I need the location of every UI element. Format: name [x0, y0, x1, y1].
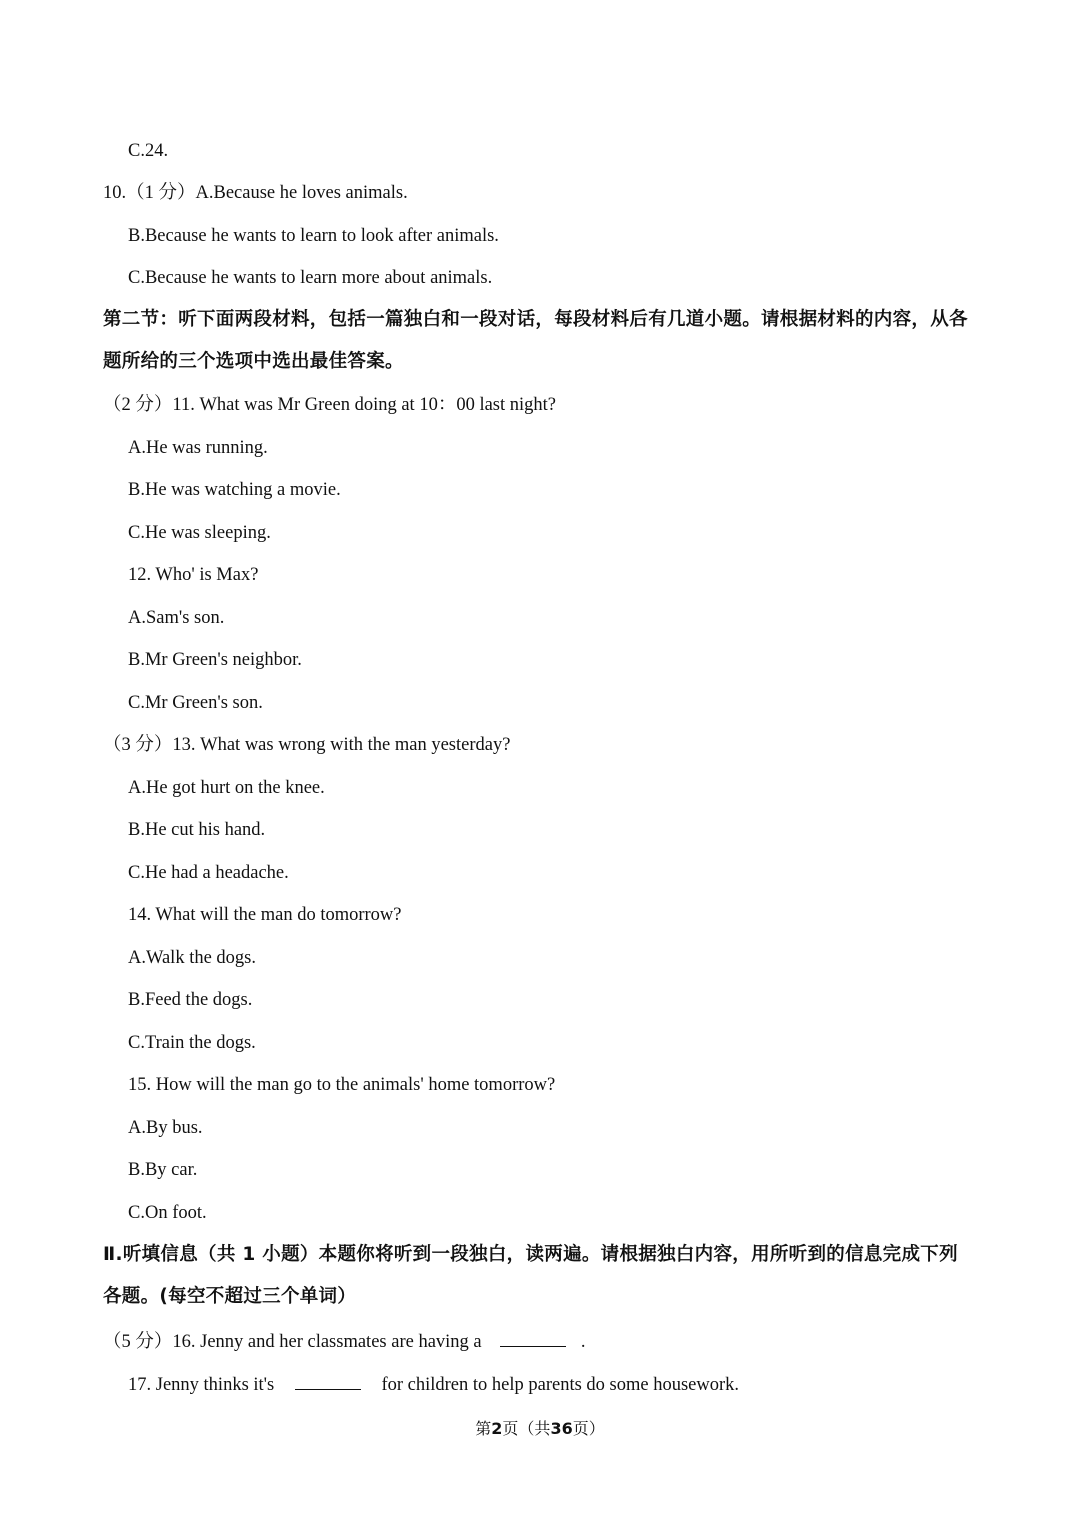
question-17-text-after: for children to help parents do some housework. [381, 1375, 740, 1395]
option-13a: A.He got hurt on the knee. [128, 778, 325, 798]
part-2-instruction-line-2: 各题。(每空不超过三个单词） [103, 1286, 357, 1307]
footer-suffix: 页） [572, 1419, 605, 1438]
option-14b: B.Feed the dogs. [128, 990, 253, 1010]
question-10-option-a [103, 181, 408, 205]
question-17-text-before: 17. Jenny thinks it's [128, 1375, 275, 1395]
page-footer [0, 1416, 1080, 1439]
option-14c: C.Train the dogs. [128, 1033, 256, 1053]
option-11b: B.He was watching a movie. [128, 480, 341, 500]
question-16-text: （5 分）16. Jenny and her classmates are having a [103, 1332, 482, 1352]
question-10-score: 10.（1 分） [103, 183, 196, 203]
question-16-period: . [580, 1332, 586, 1352]
question-11: （2 分）11. What was Mr Green doing at 10：00 last night? [103, 395, 556, 415]
question-15: 15. How will the man go to the animals' home tomorrow? [128, 1075, 556, 1095]
option-13b: B.He cut his hand. [128, 820, 266, 840]
question-10-option-a-text: A.Because he loves animals. [195, 183, 408, 203]
option-11a: A.He was running. [128, 438, 268, 458]
option-11c: C.He was sleeping. [128, 523, 271, 543]
question-13: （3 分）13. What was wrong with the man yesterday? [103, 735, 511, 755]
section-2-instruction-line-1: 第二节：听下面两段材料，包括一篇独白和一段对话，每段材料后有几道小题。请根据材料的内容，从各 [103, 309, 968, 330]
option-10c: C.Because he wants to learn more about animals. [128, 268, 493, 288]
option-9c: C.24. [128, 141, 169, 161]
question-16 [103, 1328, 586, 1354]
footer-page-number: 2 [491, 1419, 503, 1438]
section-2-instruction-line-2: 题所给的三个选项中选出最佳答案。 [103, 351, 404, 372]
footer-total-pages: 36 [550, 1419, 573, 1438]
footer-middle: 页（共 [502, 1419, 551, 1438]
question-17 [128, 1371, 739, 1397]
option-15c: C.On foot. [128, 1203, 207, 1223]
option-12b: B.Mr Green's neighbor. [128, 650, 302, 670]
option-14a: A.Walk the dogs. [128, 948, 256, 968]
question-16-blank[interactable] [500, 1328, 566, 1347]
option-12c: C.Mr Green's son. [128, 693, 263, 713]
option-12a: A.Sam's son. [128, 608, 225, 628]
option-10b: B.Because he wants to learn to look after animals. [128, 226, 499, 246]
question-12: 12. Who' is Max? [128, 565, 259, 585]
option-15a: A.By bus. [128, 1118, 203, 1138]
question-17-blank[interactable] [295, 1371, 361, 1390]
option-15b: B.By car. [128, 1160, 198, 1180]
part-2-instruction-line-1: Ⅱ.听填信息（共 1 小题）本题你将听到一段独白，读两遍。请根据独白内容，用所听到的信息完成下列 [103, 1244, 958, 1265]
question-14: 14. What will the man do tomorrow? [128, 905, 402, 925]
footer-prefix: 第 [475, 1419, 492, 1438]
option-13c: C.He had a headache. [128, 863, 289, 883]
